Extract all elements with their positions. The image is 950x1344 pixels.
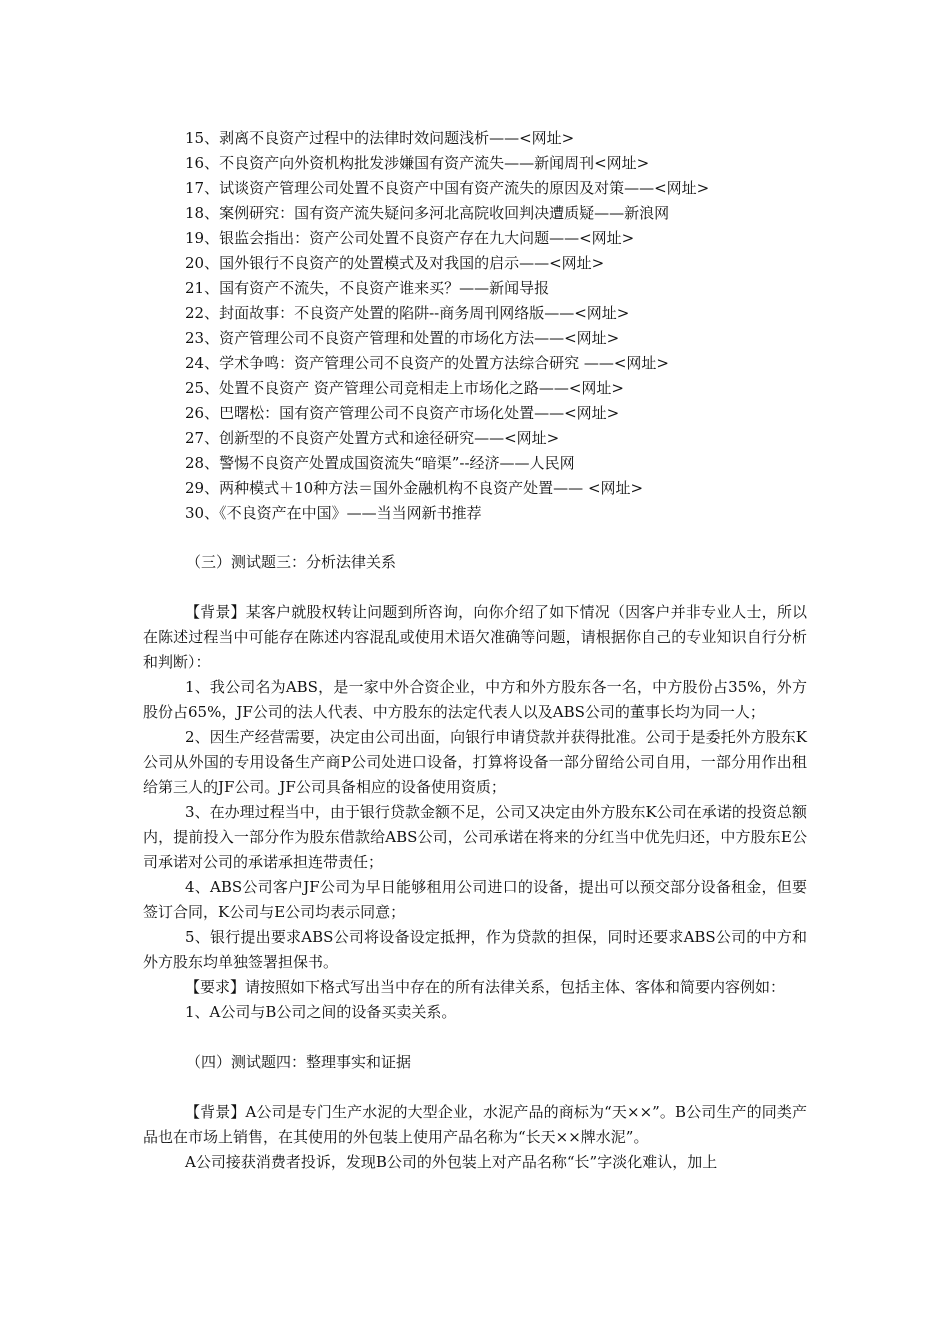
reference-list xyxy=(185,126,825,526)
reference-item: 19、银监会指出：资产公司处置不良资产存在九大问题——<网址> xyxy=(185,229,635,247)
reference-item: 22、封面故事：不良资产处置的陷阱--商务周刊网络版——<网址> xyxy=(185,304,630,322)
reference-item: 18、案例研究：国有资产流失疑问多河北高院收回判决遭质疑——新浪网 xyxy=(185,204,670,222)
section-4-title: （四）测试题四：整理事实和证据 xyxy=(186,1053,412,1071)
reference-item: 25、处置不良资产 资产管理公司竞相走上市场化之路——<网址> xyxy=(185,379,624,397)
section-3-title: （三）测试题三：分析法律关系 xyxy=(186,553,397,571)
section-4-background: 【背景】A公司是专门生产水泥的大型企业，水泥产品的商标为“天××”。B公司生产的同类产品也在市场上销售，在其使用的外包装上使用产品名称为“长天××牌水泥”。 xyxy=(143,1103,807,1146)
reference-item: 26、巴曙松：国有资产管理公司不良资产市场化处置——<网址> xyxy=(185,404,620,422)
reference-item: 23、资产管理公司不良资产管理和处置的市场化方法——<网址> xyxy=(185,329,620,347)
section-3-item-1: 1、我公司名为ABS，是一家中外合资企业，中方和外方股东各一名，中方股份占35%，外方股份占65%，JF公司的法人代表、中方股东的法定代表人以及ABS公司的董事长均为同一人； xyxy=(143,678,807,721)
reference-item: 17、试谈资产管理公司处置不良资产中国有资产流失的原因及对策——<网址> xyxy=(185,179,710,197)
section-3-example: 1、A公司与B公司之间的设备买卖关系。 xyxy=(185,1003,457,1021)
section-3-requirement: 【要求】请按照如下格式写出当中存在的所有法律关系，包括主体、客体和简要内容例如： xyxy=(185,978,786,996)
reference-item: 24、学术争鸣：资产管理公司不良资产的处置方法综合研究 ——<网址> xyxy=(185,354,669,372)
section-4-continuation: A公司接获消费者投诉，发现B公司的外包装上对产品名称“长”字淡化难认，加上 xyxy=(185,1153,718,1171)
section-3-item-3: 3、在办理过程当中，由于银行贷款金额不足，公司又决定由外方股东K公司在承诺的投资总额内，提前投入一部分作为股东借款给ABS公司，公司承诺在将来的分红当中优先归还，中方股东E公司承诺对公司的承诺承担连带责任； xyxy=(143,803,807,871)
reference-item: 16、不良资产向外资机构批发涉嫌国有资产流失——新闻周刊<网址> xyxy=(185,154,650,172)
reference-item: 20、国外银行不良资产的处置模式及对我国的启示——<网址> xyxy=(185,254,605,272)
reference-item: 28、警惕不良资产处置成国资流失“暗渠”--经济——人民网 xyxy=(185,454,575,472)
reference-item: 27、创新型的不良资产处置方式和途径研究——<网址> xyxy=(185,429,560,447)
reference-item: 29、两种模式＋10种方法＝国外金融机构不良资产处置—— <网址> xyxy=(185,479,644,497)
document-body xyxy=(143,550,807,1175)
reference-item: 15、剥离不良资产过程中的法律时效问题浅析——<网址> xyxy=(185,129,575,147)
section-3-item-4: 4、ABS公司客户JF公司为早日能够租用公司进口的设备，提出可以预交部分设备租金，但要签订合同，K公司与E公司均表示同意； xyxy=(143,878,807,921)
reference-item: 30、《不良资产在中国》——当当网新书推荐 xyxy=(185,504,482,522)
section-3-item-2: 2、因生产经营需要，决定由公司出面，向银行申请贷款并获得批准。公司于是委托外方股东K公司从外国的专用设备生产商P公司处进口设备，打算将设备一部分留给公司自用，一部分用作出租给第三人的JF公司。JF公司具备相应的设备使用资质； xyxy=(143,728,807,796)
reference-item: 21、国有资产不流失，不良资产谁来买？——新闻导报 xyxy=(185,279,550,297)
section-3-item-5: 5、银行提出要求ABS公司将设备设定抵押，作为贷款的担保，同时还要求ABS公司的中方和外方股东均单独签署担保书。 xyxy=(143,928,807,971)
section-3-background: 【背景】某客户就股权转让问题到所咨询，向你介绍了如下情况（因客户并非专业人士，所以在陈述过程当中可能存在陈述内容混乱或使用术语欠准确等问题，请根据你自己的专业知识自行分析和判断）： xyxy=(143,603,807,671)
